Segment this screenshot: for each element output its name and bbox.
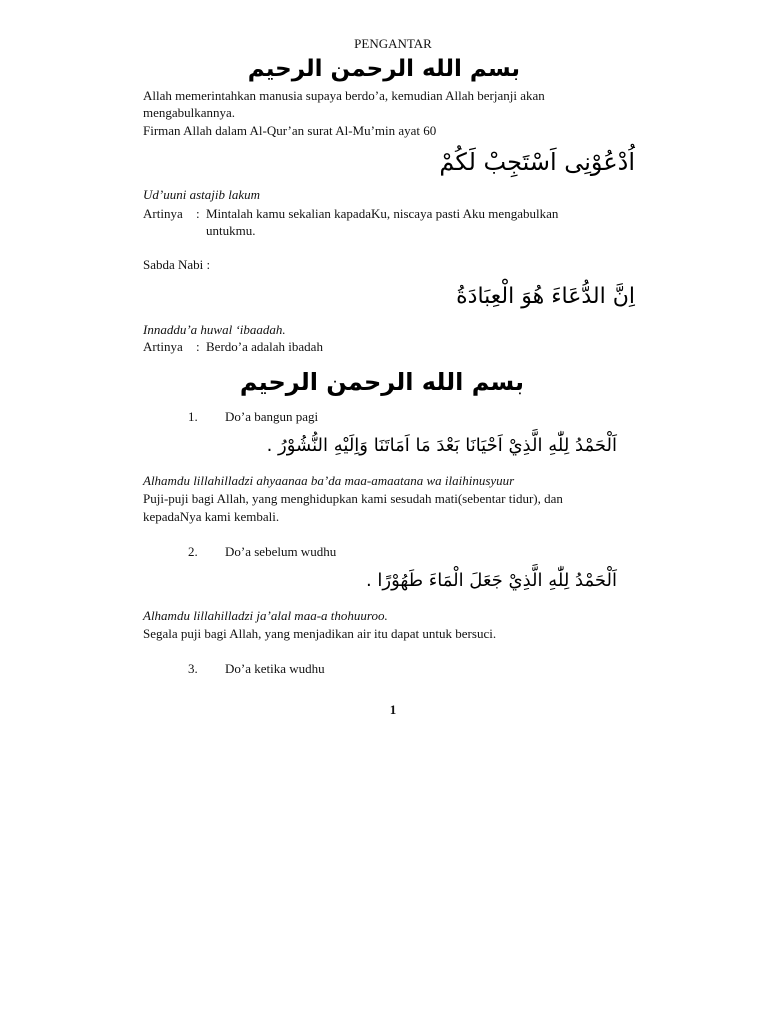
hadith-meaning-label: Artinya (143, 339, 183, 354)
hadith-intro: Sabda Nabi : (143, 257, 211, 272)
quran-verse-transliteration: Ud’uuni astajib lakum (143, 187, 260, 202)
prayer-2-transliteration: Alhamdu lillahilladzi ja’alal maa-a thohuuroo. (143, 608, 388, 623)
quran-meaning-line-2: untukmu. (206, 223, 256, 238)
hadith-arabic: اِنَّ الدُّعَاءَ هُوَ الْعِبَادَةُ (456, 284, 635, 309)
prayer-2-arabic: اَلْحَمْدُ لِلّٰهِ الَّذِيْ جَعَلَ الْمَاءَ طَهُوْرًا . (365, 570, 617, 591)
prayer-2-title: Do’a sebelum wudhu (225, 544, 337, 559)
hadith-transliteration: Innaddu’a huwal ‘ibaadah. (143, 322, 286, 337)
quran-meaning-label: Artinya (143, 206, 183, 221)
prayer-1-meaning-line-2: kepadaNya kami kembali. (143, 509, 280, 524)
intro-line-2: mengabulkannya. (143, 105, 236, 120)
quran-verse-arabic: اُدْعُوْنِى اَسْتَجِبْ لَكُمْ (439, 148, 635, 176)
prayer-1-number: 1. (188, 409, 198, 424)
bismillah-calligraphy-top: بسم الله الرحمن الرحيم (247, 56, 520, 82)
quran-meaning-separator: : (196, 206, 200, 221)
prayer-3-number: 3. (188, 661, 198, 676)
prayer-1-transliteration: Alhamdu lillahilladzi ahyaanaa ba’da maa-amaatana wa ilaihinusyuur (143, 473, 515, 488)
prayer-2-number: 2. (188, 544, 198, 559)
intro-line-1: Allah memerintahkan manusia supaya berdo’a, kemudian Allah berjanji akan (143, 88, 545, 103)
quran-meaning-line-1: Mintalah kamu sekalian kapadaKu, niscaya pasti Aku mengabulkan (206, 206, 559, 221)
prayer-1-meaning-line-1: Puji-puji bagi Allah, yang menghidupkan kami sesudah mati(sebentar tidur), dan (143, 491, 563, 506)
intro-line-3: Firman Allah dalam Al-Qur’an surat Al-Mu’min ayat 60 (143, 123, 437, 138)
page-number: 1 (389, 702, 397, 717)
page-title: PENGANTAR (354, 36, 432, 51)
bismillah-calligraphy-middle: بسم الله الرحمن الرحيم (239, 368, 524, 396)
hadith-meaning-separator: : (196, 339, 200, 354)
prayer-2-meaning-line-1: Segala puji bagi Allah, yang menjadikan air itu dapat untuk bersuci. (143, 626, 497, 641)
hadith-meaning: Berdo’a adalah ibadah (206, 339, 323, 354)
prayer-1-arabic: اَلْحَمْدُ لِلّٰهِ الَّذِيْ اَحْيَانَا بَعْدَ مَا اَمَاتَنَا وَاِلَيْهِ النُّشُوْرُ . (266, 435, 617, 456)
prayer-1-title: Do’a bangun pagi (225, 409, 319, 424)
prayer-3-title: Do’a ketika wudhu (225, 661, 325, 676)
